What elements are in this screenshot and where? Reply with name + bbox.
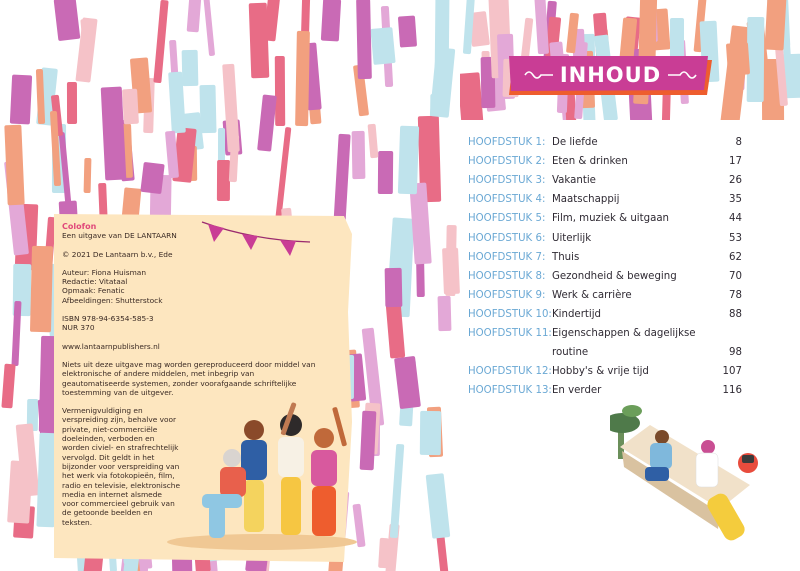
toc-entry[interactable] — [468, 362, 742, 381]
colofon-title: Colofon — [62, 222, 97, 231]
pattern-stroke — [187, 0, 202, 33]
toc-entry[interactable] — [468, 190, 742, 209]
toc-entry[interactable] — [468, 343, 742, 362]
toc-chapter-title: Werk & carrière — [552, 289, 632, 301]
pattern-stroke — [378, 151, 393, 194]
toc-chapter-title: Maatschappij — [552, 194, 620, 206]
toc-chapter-title: Thuis — [552, 251, 580, 263]
toc-page-number: 35 — [729, 194, 742, 206]
toc-page-number: 78 — [729, 289, 742, 301]
toc-page-number: 17 — [729, 156, 742, 168]
toc-entry[interactable] — [468, 152, 742, 171]
pattern-stroke — [83, 157, 91, 192]
toc-entry[interactable] — [468, 286, 742, 305]
toc-chapter-number: HOOFDSTUK 2: — [468, 156, 546, 168]
credit-editor: Redactie: Vitataal — [62, 277, 128, 287]
toc-chapter-number: HOOFDSTUK 5: — [468, 213, 546, 225]
toc-chapter-title: En verder — [552, 385, 602, 397]
colofon-credits — [62, 268, 317, 305]
toc-page-number: 70 — [729, 270, 742, 282]
pattern-stroke — [203, 0, 215, 56]
toc-chapter-number: HOOFDSTUK 3: — [468, 175, 546, 187]
pattern-stroke — [356, 0, 371, 79]
toc-chapter-title: Gezondheid & beweging — [552, 270, 677, 282]
toc-entry[interactable] — [468, 324, 742, 343]
pattern-stroke — [321, 0, 341, 42]
toc-page-number: 53 — [729, 232, 742, 244]
pattern-stroke — [442, 248, 460, 294]
pattern-stroke — [398, 126, 419, 195]
pattern-stroke — [437, 296, 451, 332]
toc-chapter-title: Vakantie — [552, 175, 596, 187]
toc-page-number: 107 — [722, 366, 742, 378]
toc-chapter-title: Hobby's & vrije tijd — [552, 366, 649, 378]
relaxing-bed-illustration — [610, 405, 780, 545]
pattern-stroke — [426, 473, 450, 539]
pattern-stroke — [7, 461, 33, 525]
colofon-notice-1: Niets uit deze uitgave mag worden gereproduceerd door middel van elektronische of andere middelen, met inbegrip van geautomatiseerde systemen, zonder voorafgaande schriftelijke toestemming van de uitgever. — [62, 359, 316, 397]
toc-entry[interactable] — [468, 267, 742, 286]
toc-page-number: 88 — [729, 308, 742, 320]
toc-chapter-number: HOOFDSTUK 11: — [468, 328, 552, 339]
pattern-stroke — [378, 538, 389, 569]
credit-images: Afbeeldingen: Shutterstock — [62, 295, 163, 305]
toc-page-number: 116 — [722, 385, 742, 397]
toc-chapter-title: Eten & drinken — [552, 156, 628, 168]
colofon-text — [62, 222, 317, 536]
colofon-isbn-block — [62, 314, 317, 333]
colofon-nur: NUR 370 — [62, 323, 95, 333]
inhoud-heading: INHOUD — [559, 63, 662, 87]
toc-chapter-number: HOOFDSTUK 1: — [468, 137, 546, 148]
pattern-stroke — [181, 50, 198, 86]
pattern-stroke — [12, 300, 23, 365]
pattern-stroke — [67, 82, 77, 124]
credit-layout: Opmaak: Fenatic — [62, 286, 125, 296]
toc-chapter-number: HOOFDSTUK 7: — [468, 251, 546, 263]
pattern-stroke — [351, 131, 365, 179]
toc-chapter-title: De liefde — [552, 137, 598, 148]
credit-author: Auteur: Fiona Huisman — [62, 267, 147, 277]
toc-entry[interactable] — [468, 305, 742, 324]
inhoud-banner — [509, 56, 712, 95]
pattern-stroke — [398, 15, 417, 48]
colofon-copyright: © 2021 De Lantaarn b.v., Ede — [62, 249, 173, 259]
toc-page-number: 8 — [735, 137, 742, 148]
pattern-stroke — [275, 56, 285, 126]
toc-page-number: 44 — [729, 213, 742, 225]
toc-page-number: 98 — [729, 347, 742, 359]
toc-entry[interactable] — [468, 248, 742, 267]
pattern-stroke — [296, 31, 311, 126]
toc-chapter-title: Eigenschappen & dagelijkse — [552, 328, 696, 339]
pattern-stroke — [2, 364, 16, 409]
toc-entry[interactable] — [468, 229, 742, 248]
pattern-stroke — [385, 268, 403, 308]
toc-entry[interactable] — [468, 209, 742, 228]
pattern-stroke — [140, 162, 165, 194]
toc-chapter-title: Uiterlijk — [552, 232, 592, 244]
toc-chapter-number: HOOFDSTUK 12: — [468, 366, 552, 378]
toc-entry[interactable] — [468, 171, 742, 190]
toc-chapter-number: HOOFDSTUK 4: — [468, 194, 546, 206]
toc-page-number: 62 — [729, 251, 742, 263]
colofon-website: www.lantaarnpublishers.nl — [62, 341, 160, 351]
pattern-stroke — [389, 444, 403, 539]
pattern-stroke — [257, 95, 276, 152]
toc-chapter-number: HOOFDSTUK 6: — [468, 232, 546, 244]
toc-chapter-title: Film, muziek & uitgaan — [552, 213, 670, 225]
pattern-stroke — [521, 17, 534, 60]
toc-chapter-title: Kindertijd — [552, 308, 602, 320]
pattern-stroke — [747, 17, 765, 102]
toc-chapter-number: HOOFDSTUK 9: — [468, 289, 546, 301]
pattern-stroke — [200, 85, 217, 133]
pattern-stroke — [430, 47, 456, 118]
toc-chapter-number: HOOFDSTUK 8: — [468, 270, 546, 282]
toc-chapter-title: routine — [552, 347, 589, 359]
pattern-stroke — [670, 18, 684, 58]
colofon-isbn: ISBN 978-94-6354-585-3 — [62, 314, 154, 324]
colofon-publisher: Een uitgave van DE LANTAARN — [62, 231, 177, 241]
colofon-notice-2: Vermenigvuldiging en verspreiding zijn, behalve voor private, niet-commerciële doeleinden, verboden en worden civiel- en strafrechtelijk vervolgd. Dit geldt in het bijzonder voor verspreiding van het werk via fotokopieën, film, radio en televisie, elektronische media en internet alsmede voor commercieel gebruik van de getoonde beelden en teksten. — [62, 406, 180, 527]
toc-chapter-number: HOOFDSTUK 13: — [468, 385, 552, 397]
pattern-stroke — [153, 0, 169, 83]
pattern-stroke — [420, 410, 441, 454]
pattern-stroke — [370, 27, 395, 65]
pattern-stroke — [764, 0, 786, 51]
pattern-stroke — [368, 124, 379, 159]
toc-entry[interactable] — [468, 381, 742, 400]
pattern-stroke — [54, 0, 80, 42]
pattern-stroke — [30, 246, 53, 333]
pattern-stroke — [4, 125, 24, 205]
toc-chapter-number: HOOFDSTUK 10: — [468, 308, 552, 320]
toc-entry[interactable] — [468, 133, 742, 152]
toc-page-number: 26 — [729, 175, 742, 187]
pattern-stroke — [394, 356, 421, 409]
pattern-stroke — [726, 43, 750, 77]
pattern-stroke — [122, 89, 139, 125]
colofon-box — [52, 212, 370, 562]
pattern-stroke — [10, 75, 33, 124]
